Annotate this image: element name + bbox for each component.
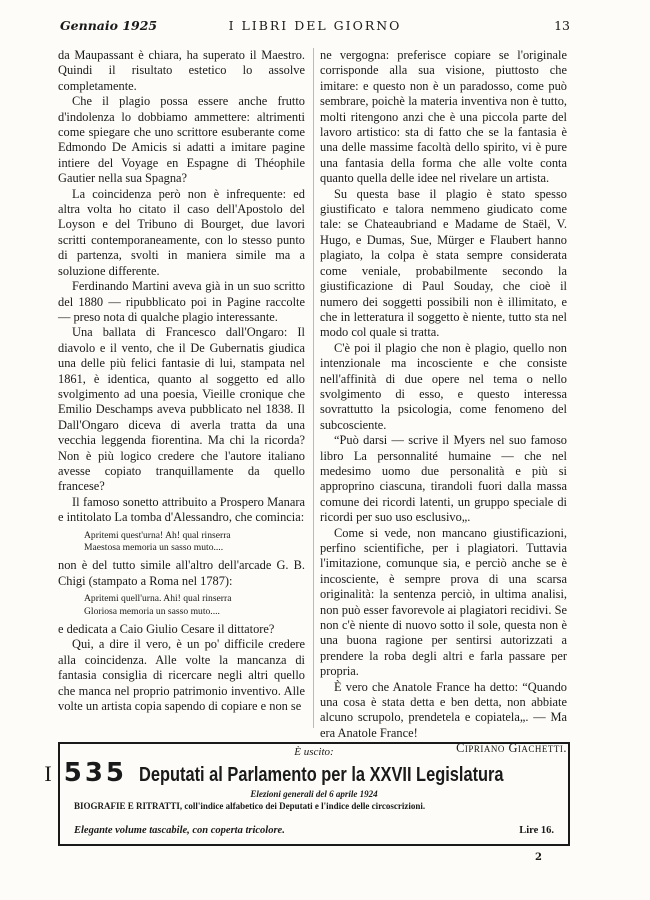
paragraph: Che il plagio possa essere anche frutto d'indolenza lo dobbiamo ammettere: altrimenti come spiegare che uno scrittore esuberante come Edmondo De Amicis si adatti a imitare pagine intiere del Voyage en Espagne di Théophile Gautier nella sua Spagna? [58, 94, 305, 186]
ad-price: Lire 16. [519, 825, 554, 836]
ad-bottom-line [74, 825, 554, 836]
ad-number: 535 [63, 758, 128, 788]
paragraph: Come si vede, non mancano giustificazioni, perfino scientifiche, per i plagiatori. Tuttavia l'imitazione, comunque sia, e perciò anche se è incosciente, è sempre prova di una scarsa originalità: la sentenza perciò, in ultima analisi, non può esser favorevole ai plagiatori recidivi. Se non c'è niente di nuovo sotto il sole, questa non è una buona ragione per sentirsi autorizzati a prendere la roba degli altri e farla passare per propria. [320, 525, 567, 679]
paragraph: Su questa base il plagio è stato spesso giustificato e talora nemmeno giudicato come tale: se Chateaubriand e Madame de Staël, V. Hugo, e Dumas, Sue, Mürger e Flaubert hanno plagiato, la colpa è stata sempre considerata come veniale, probabilmente secondo la giustificazione di Paul Souday, che cioè il numero dei soggetti possibili non è illimitato, e che in letteratura il soggetto è niente, tutto sta nel modo col quale si tratta. [320, 186, 567, 340]
paragraph: non è del tutto simile all'altro dell'arcade G. B. Chigi (stampato a Roma nel 1787): [58, 558, 305, 588]
issue-date: Gennaio 1925 [60, 18, 158, 33]
paragraph: Ferdinando Martini aveva già in un suo scritto del 1880 — ripubblicato poi in Pagine raccolte — preso nota di qualche plagio interessante. [58, 279, 305, 324]
paragraph: “Può darsi — scrive il Myers nel suo famoso libro La personnalité humaine — che nel medesimo uomo due personalità e più si approprino ciascuna, tirandoli fuori dalla massa comune dei ricordi latenti, un gruppo speciale di ricordi per suo uso esclusivo„. [320, 433, 567, 525]
page-number: 13 [554, 18, 570, 33]
paragraph: Una ballata di Francesco dall'Ongaro: Il diavolo e il vento, che il De Gubernatis giudica una delle più felici fantasie di lui, stampata nel 1861, è identica, quanto al soggetto ed allo svolgimento ad una poesia, Vieille cronique che Emilio Deschamps aveva pubblicato nel 1838. Il Dall'Ongaro diceva di averla tratta da una vecchia leggenda fiorentina. Ma chi la ricorda? Non è più logico credere che l'autore italiano avesse copiato tranquillamente da quello francese? [58, 325, 305, 494]
right-column [320, 48, 567, 757]
ad-volume: I [44, 761, 52, 786]
paragraph: Qui, a dire il vero, è un po' difficile credere alla coincidenza. Alle volte la mancanza di fantasia consiglia di ricercare negli altri quello che manca nel proprio patrimonio inventivo. Alle volte un artista copia sapendo di copiare e non se [58, 637, 305, 714]
paragraph: È vero che Anatole France ha detto: “Quando una cosa è stata detta e ben detta, non abbiate alcuno scrupolo, prendetela e copiatela„. — Ma era Anatole France! [320, 679, 567, 740]
paragraph: ne vergogna: preferisce copiare se l'originale corrisponde alla sua visione, piuttosto che imitare: e questo non è un paradosso, come può sembrare, poichè la materia inventiva non è tutto, molti ritengono anzi che è una piccola parte del lavoro artistico: sta di fatto che se la fantasia è una delle massime facoltà dello spirito, vi è pure una fantasia della forma che alle volte conta quanto quella delle idee nel rivelare un artista. [320, 48, 567, 186]
signature-mark: 2 [535, 852, 542, 863]
left-column [58, 48, 305, 714]
author-signature: Cipriano Giachetti. [456, 741, 567, 756]
paragraph: C'è poi il plagio che non è plagio, quello non intenzionale ma incosciente e che consiste nell'affinità di due opere nel tema o nello svolgimento di esso, e questo interessa sovrattutto la psicologia, come fenomeno del subcosciente. [320, 340, 567, 432]
verse-quote [84, 593, 305, 618]
verse-line: Maestosa memoria un sasso muto.... [84, 542, 224, 553]
running-title: I LIBRI DEL GIORNO [228, 18, 402, 33]
paragraph: da Maupassant è chiara, ha superato il Maestro. Quindi il risultato estetico lo assolve completamente. [58, 48, 305, 93]
verse-quote [84, 530, 305, 555]
advertisement-box [44, 742, 570, 846]
verse-line: Apritemi quest'urna! Ah! qual rinserra [84, 529, 231, 541]
verse-line: Gloriosa memoria un sasso muto.... [84, 605, 220, 617]
ad-subtitle: Elezioni generali del 6 aprile 1924 [250, 789, 378, 799]
ad-contents: BIOGRAFIE E RITRATTI, coll'indice alfabetico dei Deputati e l'indice delle circoscrizioni. [74, 801, 426, 811]
ad-title-line [44, 758, 568, 788]
column-divider [313, 48, 314, 728]
ad-announcement: È uscito: [294, 746, 334, 758]
verse-line: Apritemi quell'urna. Ahi! qual rinserra [84, 593, 232, 605]
paragraph: e dedicata a Caio Giulio Cesare il dittatore? [58, 622, 275, 637]
paragraph: La coincidenza però non è infrequente: ed altra volta ho citato il caso dell'Apostolo del Loyson e del Tribuno di Bourget, due lavori scritti contemporaneamente, con lo stesso punto di partenza, svolti in maniera simile ma a soluzione differente. [58, 186, 305, 278]
paragraph: Il famoso sonetto attribuito a Prospero Manara e intitolato La tomba d'Alessandro, che comincia: [58, 494, 305, 525]
ad-title: Deputati al Parlamento per la XXVII Legislatura [139, 764, 504, 786]
ad-format: Elegante volume tascabile, con coperta tricolore. [74, 825, 285, 836]
page-header [60, 18, 570, 38]
